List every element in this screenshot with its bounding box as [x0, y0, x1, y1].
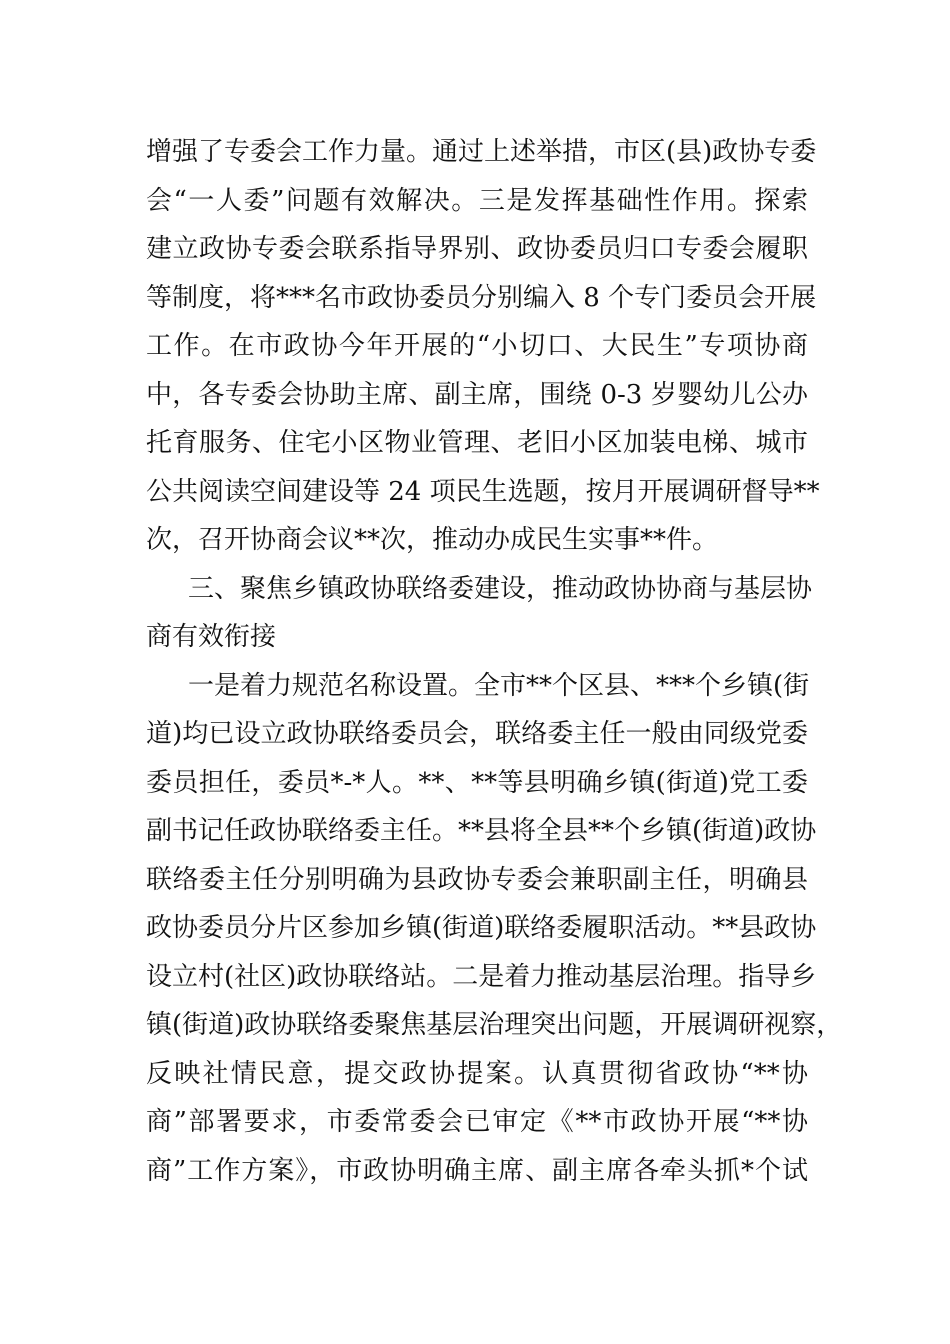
text-line: 一是着力规范名称设置。全市**个区县、***个乡镇(街 [188, 670, 810, 701]
text-line: 委员担任，委员*-*人。**、**等县明确乡镇(街道)党工委 [146, 767, 808, 798]
text-line: 设立村(社区)政协联络站。二是着力推动基层治理。指导乡 [146, 961, 817, 992]
text-line: 商”部署要求，市委常委会已审定《**市政协开展“**协 [146, 1107, 808, 1137]
section-heading-line: 商有效衔接 [146, 622, 277, 652]
text-line: 联络委主任分别明确为县政协专委会兼职副主任，明确县 [146, 864, 808, 895]
text-line: 镇(街道)政协联络委聚焦基层治理突出问题，开展调研视察， [146, 1010, 843, 1040]
text-line: 商”工作方案》，市政协明确主席、副主席各牵头抓*个试 [146, 1155, 808, 1186]
body-text [146, 128, 843, 1195]
text-line: 托育服务、住宅小区物业管理、老旧小区加装电梯、城市 [146, 428, 808, 458]
text-line: 中，各专委会协助主席、副主席，围绕 0-3 岁婴幼儿公办 [146, 379, 808, 410]
text-line: 副书记任政协联络委主任。**县将全县**个乡镇(街道)政协 [146, 816, 817, 846]
text-line: 等制度，将***名市政协委员分别编入 8 个专门委员会开展 [146, 282, 817, 313]
text-line: 道)均已设立政协联络委员会，联络委主任一般由同级党委 [146, 719, 808, 749]
section-heading-line: 三、聚焦乡镇政协联络委建设，推动政协协商与基层协 [188, 573, 813, 604]
text-line: 会“一人委”问题有效解决。三是发挥基础性作用。探索 [146, 185, 808, 216]
text-line: 政协委员分片区参加乡镇(街道)联络委履职活动。**县政协 [146, 913, 817, 943]
text-line: 增强了专委会工作力量。通过上述举措，市区(县)政协专委 [146, 137, 817, 167]
text-line: 建立政协专委会联系指导界别、政协委员归口专委会履职 [146, 234, 808, 264]
text-line: 公共阅读空间建设等 24 项民生选题，按月开展调研督导** [146, 476, 820, 507]
text-line: 工作。在市政协今年开展的“小切口、大民生”专项协商 [146, 331, 808, 361]
text-line: 反映社情民意，提交政协提案。认真贯彻省政协“**协 [146, 1058, 808, 1089]
text-line: 次，召开协商会议**次，推动办成民生实事**件。 [146, 525, 719, 555]
